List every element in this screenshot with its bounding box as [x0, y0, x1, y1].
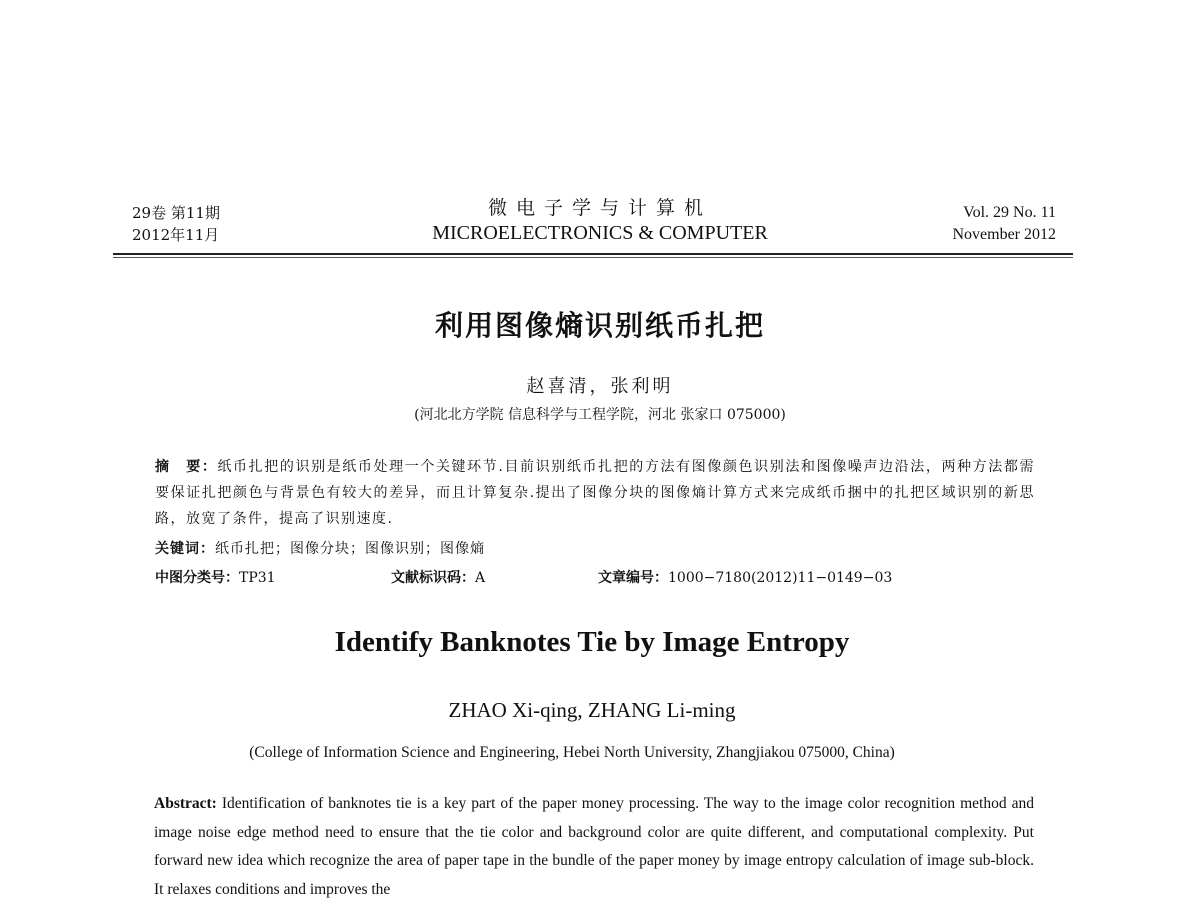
keywords-text-cn: 纸币扎把；图像分块；图像识别；图像熵 [215, 541, 485, 557]
abstract-text-en: Identification of banknotes tie is a key part of the paper money processing. The way to the image color recognition method and image noise edge method need to ensure that the tie color and background color are quite different, and computational complexity. Put forward new idea which recognize the area of paper tape in the bundle of the paper money by image entropy calculation of image sub-block. It relaxes conditions and improves the [154, 795, 1034, 898]
paper-title-cn: 利用图像熵识别纸币扎把 [434, 309, 765, 342]
class-number [155, 567, 276, 587]
authors-cn: 赵喜清，张利明 [526, 376, 674, 397]
affiliation-en: (College of Information Science and Engineering, Hebei North University, Zhangjiakou 075000, China) [249, 744, 895, 761]
journal-name-cn: 微电子学与计算机 [487, 197, 712, 219]
keywords-cn [155, 538, 485, 558]
article-number-value: 1000−7180(2012)11−0149−03 [668, 570, 893, 586]
document-code [391, 567, 485, 587]
volume-issue-en: Vol. 29 No. 11 [963, 204, 1056, 221]
abstract-cn [155, 454, 1035, 532]
header-rule-thin [113, 257, 1073, 258]
abstract-label-en: Abstract: [154, 795, 217, 812]
document-code-label: 文献标识码： [391, 570, 475, 586]
date-cn: 2012年11月 [132, 226, 220, 244]
class-number-label: 中图分类号： [155, 570, 239, 586]
class-number-value: TP31 [239, 570, 276, 586]
date-en: November 2012 [952, 226, 1056, 243]
abstract-label-cn: 摘 要： [155, 459, 218, 475]
article-number [598, 567, 892, 587]
article-number-label: 文章编号： [598, 570, 668, 586]
journal-volume-info-cn [132, 202, 220, 246]
paper-title-en: Identify Banknotes Tie by Image Entropy [334, 626, 850, 658]
journal-name-en: MICROELECTRONICS & COMPUTER [432, 222, 768, 244]
authors-en: ZHAO Xi-qing, ZHANG Li-ming [448, 698, 736, 722]
abstract-text-cn: 纸币扎把的识别是纸币处理一个关键环节.目前识别纸币扎把的方法有图像颜色识别法和图像噪声边沿法，两种方法都需要保证扎把颜色与背景色有较大的差异，而且计算复杂.提出了图像分块的图像熵计算方式来完成纸币捆中的扎把区域识别的新思路，放宽了条件，提高了识别速度. [155, 459, 1035, 527]
journal-name [380, 196, 820, 246]
header-rule-thick [113, 253, 1073, 255]
abstract-en [154, 790, 1034, 904]
journal-volume-info-en [900, 202, 1056, 246]
document-code-value: A [475, 570, 486, 586]
affiliation-cn: (河北北方学院 信息科学与工程学院，河北 张家口 075000) [414, 407, 786, 423]
keywords-label-cn: 关键词： [155, 541, 215, 557]
volume-issue-cn: 29卷 第11期 [132, 204, 220, 222]
